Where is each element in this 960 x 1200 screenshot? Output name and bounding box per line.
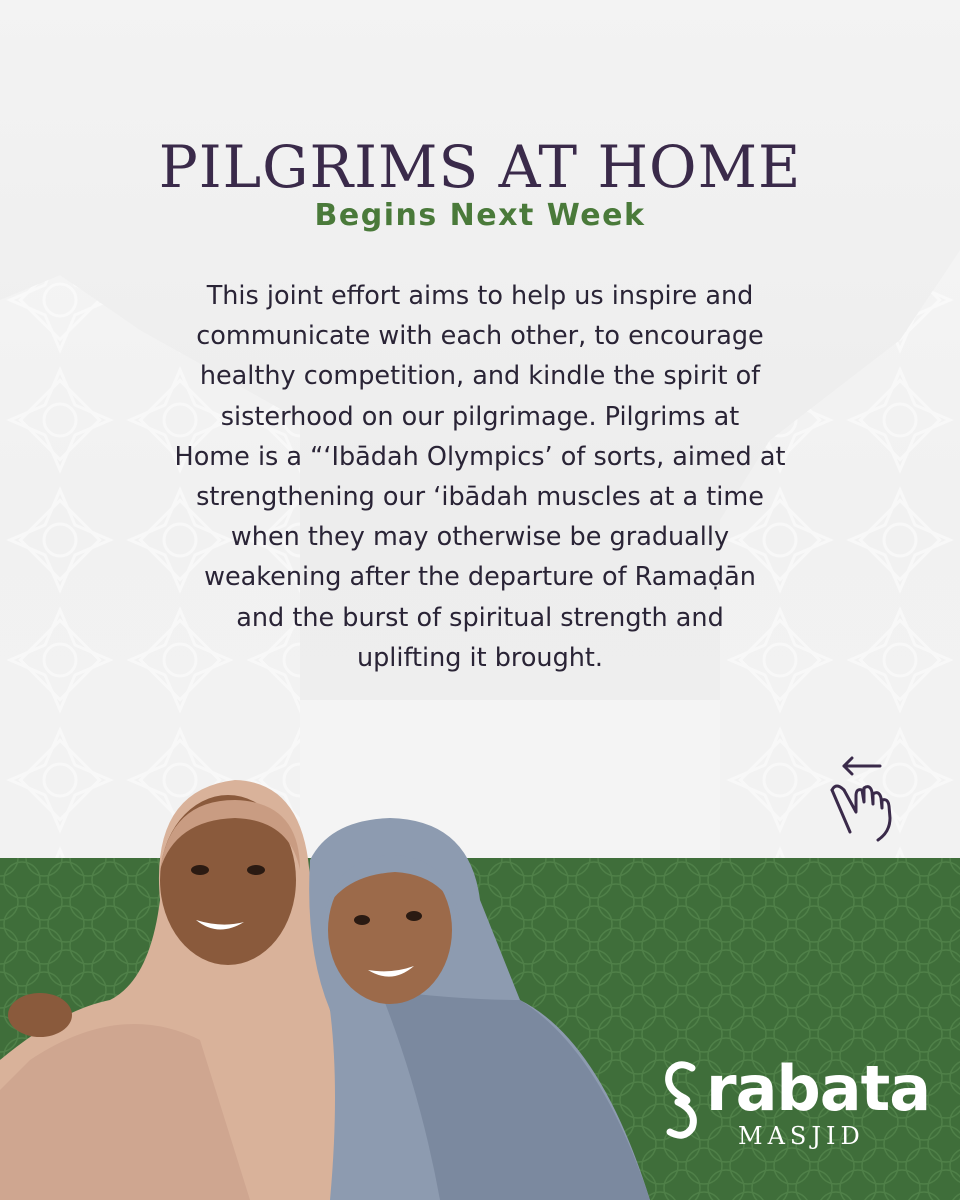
description-line: and the burst of spiritual strength and	[236, 602, 724, 633]
description-line: strengthening our ‘ibādah muscles at a time	[196, 482, 764, 513]
description-line: weakening after the departure of Ramaḍān	[204, 562, 756, 593]
photo-two-women	[0, 760, 700, 1200]
description-line: when they may otherwise be gradually	[230, 522, 730, 553]
logo-subtitle: MASJID	[738, 1122, 865, 1150]
description-line: This joint effort aims to help us inspire and	[206, 281, 754, 311]
description-line: Home is a “‘Ibādah Olympics’ of sorts, aimed at	[174, 441, 786, 472]
description-line: healthy competition, and kindle the spirit of	[199, 361, 761, 392]
description-text	[130, 276, 830, 678]
page-title: PILGRIMS AT HOME	[158, 133, 802, 201]
rabata-masjid-logo[interactable]	[658, 1052, 931, 1162]
page-subtitle: Begins Next Week	[314, 198, 646, 233]
swipe-left-hand-icon[interactable]	[826, 754, 906, 844]
logo-name: rabata	[706, 1052, 931, 1125]
description-line: communicate with each other, to encourage	[196, 321, 764, 352]
description-line: uplifting it brought.	[356, 642, 604, 673]
description-line: sisterhood on our pilgrimage. Pilgrims at	[220, 401, 740, 432]
rabata-logo-mark	[658, 1058, 704, 1142]
